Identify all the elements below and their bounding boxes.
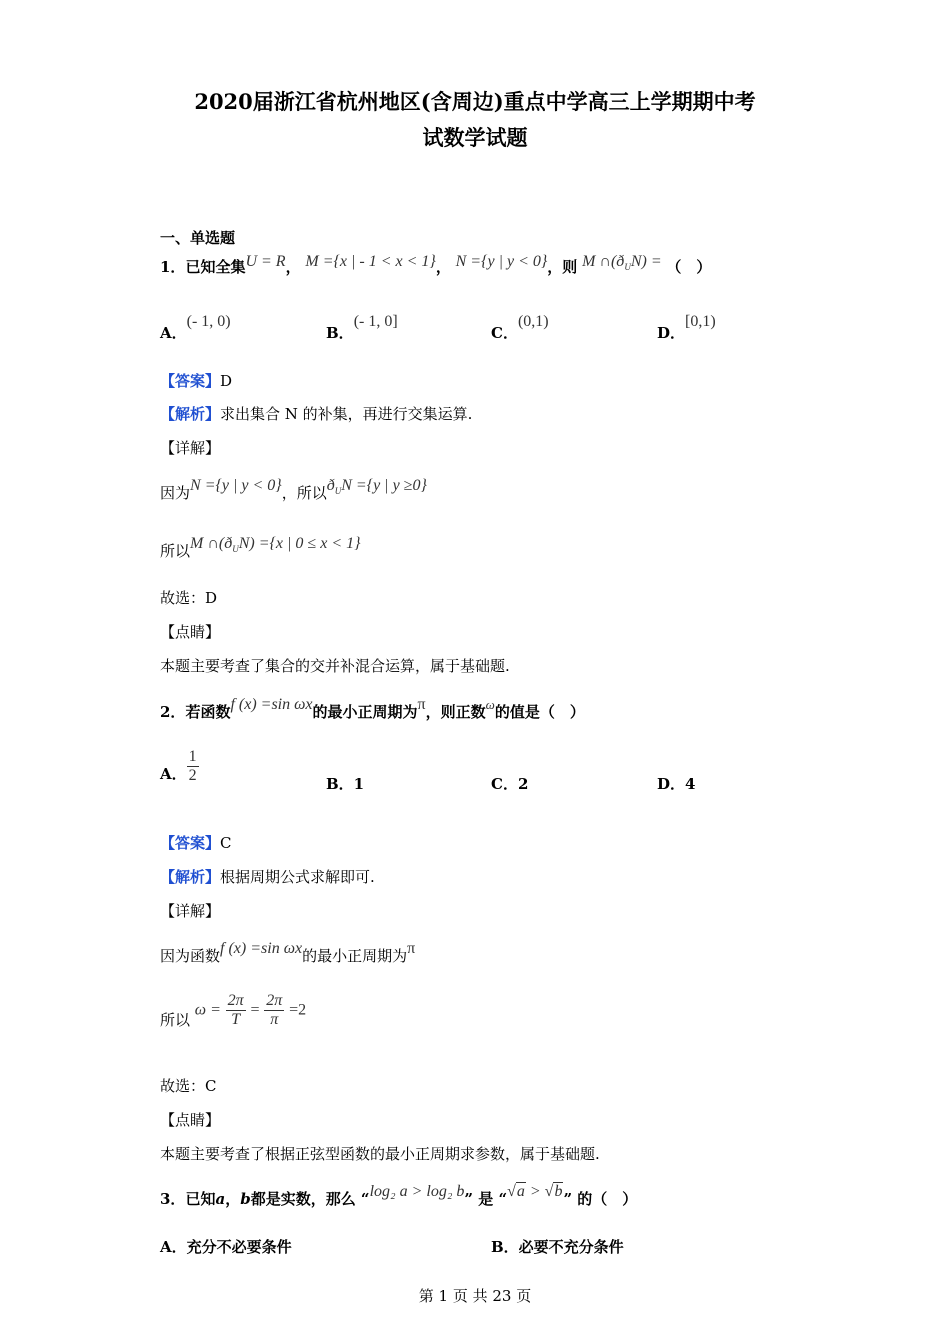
q1-option-a: A．(- 1, 0) — [160, 313, 231, 342]
q1-sep-2: ， — [435, 258, 451, 276]
q1-analysis: 【解析】求出集合 N 的补集，再进行交集运算. — [160, 405, 473, 423]
q1-paren: （ ） — [666, 258, 712, 276]
page-footer: 第 1 页 共 23 页 — [418, 1287, 532, 1305]
q1-option-c: C．(0,1) — [491, 313, 549, 342]
q1-option-d: D．[0,1) — [657, 313, 716, 342]
q2-option-b: B．1 — [326, 775, 365, 793]
q3-option-b: B．必要不充分条件 — [491, 1238, 624, 1256]
q2-detail-line2: 所以 ω = $\frac{2\pi}{T}$ = $\frac{2\pi}{\pi}$ =2 — [160, 992, 307, 1029]
q3-stem: 3．已知a，b都是实数，那么 “log₂ a > log₂ b” 是 “√a > √b” 的（ ） — [160, 1183, 638, 1208]
q2-detail-tag: 【详解】 — [160, 902, 221, 920]
q3-option-a: A．充分不必要条件 — [160, 1238, 292, 1256]
q1-text-2: ，则 — [547, 258, 578, 276]
q2-option-a: A． $\frac{1}{2}$ — [160, 748, 197, 784]
q1-math-N: N ={y | y < 0} — [455, 253, 548, 270]
q2-detail-line1: 因为函数f (x) =sin ωx的最小正周期为π — [160, 940, 416, 965]
section-heading: 一、单选题 — [160, 229, 236, 247]
q1-comment: 本题主要考查了集合的交并补混合运算，属于基础题. — [160, 657, 510, 675]
q1-detail-tag: 【详解】 — [160, 439, 221, 457]
q1-math-M: M ={x | - 1 < x < 1} — [305, 253, 436, 270]
q1-stem — [160, 253, 712, 278]
q1-answer: 【答案】D — [160, 372, 233, 390]
q1-comment-tag: 【点睛】 — [160, 623, 221, 641]
q2-comment: 本题主要考查了根据正弦型函数的最小正周期求参数，属于基础题. — [160, 1145, 600, 1163]
q2-answer: 【答案】C — [160, 834, 232, 852]
q1-math-U: U = R — [245, 253, 286, 270]
q1-text-1: 已知全集 — [185, 258, 246, 276]
q2-option-c: C．2 — [491, 775, 529, 793]
q1-number: 1． — [160, 258, 186, 276]
doc-title-line2: 试数学试题 — [422, 125, 528, 150]
q1-detail-line2: 所以M $\cap(ð_UN) =\{x$ | 0 ≤ x < 1} — [160, 535, 361, 560]
q1-sep-1: ， — [285, 258, 301, 276]
q2-choice: 故选：C — [160, 1077, 217, 1095]
q1-detail-line1: 因为N ={y | y < 0}，所以$ð_UN =\{y$ | y ≥0} — [160, 477, 427, 502]
doc-title-line1: 2020届浙江省杭州地区(含周边)重点中学高三上学期期中考 — [194, 89, 756, 114]
q2-option-d: D．4 — [657, 775, 696, 793]
q2-analysis: 【解析】根据周期公式求解即可. — [160, 868, 375, 886]
q2-comment-tag: 【点睛】 — [160, 1111, 221, 1129]
q1-math-expr: M $\cap(ð_UN)$ = — [582, 253, 662, 273]
q1-choice: 故选：D — [160, 589, 218, 607]
q2-stem: 2．若函数f (x) =sin ωx的最小正周期为π，则正数ω的值是（ ） — [160, 696, 585, 721]
q1-option-b: B．(- 1, 0] — [326, 313, 398, 342]
